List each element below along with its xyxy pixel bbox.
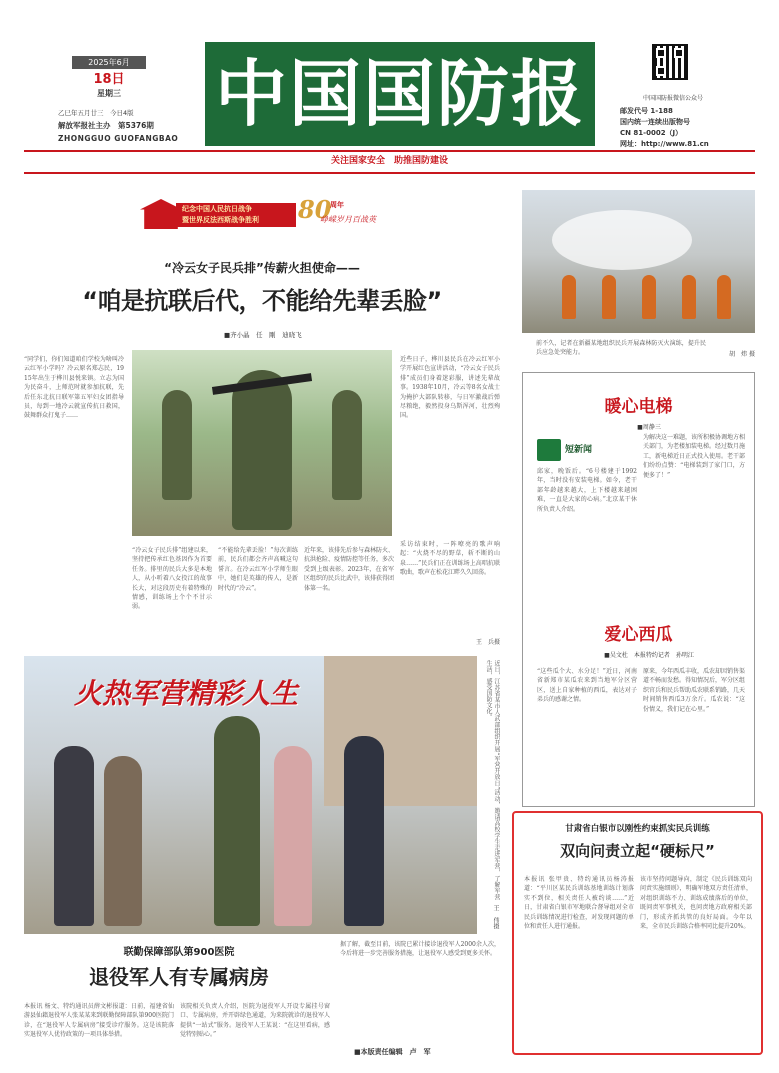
date-month: 2025年6月 — [72, 56, 146, 69]
sponsor: 解放军报社主办 — [58, 121, 111, 130]
lead-col-2: 近些日子，桦川县民兵在冷云红军小学开展红色宣讲活动，“冷云女子民兵排”成员们身着迷彩服，讲述先辈故事。1938年10月，冷云等8名女战士为掩护大部队转移，与日军激战后弹尽粮绝，毅然投身乌斯浑河，壮烈殉国。 — [400, 356, 500, 420]
hospital-col-1: 本报讯 杨文、特约通讯员薛文彬报道：日前，福建省仙游县仙籍退役军人张某某来到联勤保障部队第900医院门诊，在“退役军人专属病房”接受诊疗服务。这是该院落实退役军人优待政策的一项具体举措。 — [24, 1003, 174, 1039]
qr-code — [652, 44, 688, 80]
date-day: 18日 — [93, 72, 125, 87]
banner-calligraphy: 峥嵘岁月百战英 — [320, 215, 376, 224]
lead-kicker: “冷云女子民兵排”传薪火担使命—— — [164, 261, 360, 275]
issue-number: 第5376期 — [118, 121, 154, 130]
masthead — [0, 0, 779, 190]
sponsor-line — [58, 121, 198, 130]
hospital-col-3: 据了解，截至目前，该院已累计接诊退役军人2000余人次，今后将进一步完善服务措施，让退役军人感受到更多关怀。 — [340, 941, 500, 958]
lead-col-3: “冷云女子民兵排”组建以来，坚持把传承红色基因作为首要任务。排里的民兵大多是本地人，从小听着八女投江的故事长大，对这段历史有着特殊的情感，训练场上个个不甘示弱。 — [132, 547, 212, 611]
top-right-photo — [522, 190, 755, 333]
cn-code: CN 81-0002（J） — [620, 129, 683, 137]
lead-photo-militia — [132, 350, 392, 536]
date-box — [72, 56, 146, 104]
lead-col-6: 采访结束时，一阵嘹亮的歌声响起：“火烧不尽的野草，斩不断的山泉……”民兵们正在训练场上高唱抗联歌曲，歌声在松花江畔久久回荡。 — [400, 541, 500, 577]
hospital-col-2: 该院相关负责人介绍，医院为退役军人开设专属挂号窗口、专属病房，并开辟绿色通道，为来院就诊的退役军人提供“一站式”服务。退役军人王某说：“在这里看病，感觉特别贴心。” — [180, 1003, 330, 1039]
banner-line1: 纪念中国人民抗日战争 — [182, 205, 252, 213]
page-editor: ■本版责任编辑 卢 军 — [354, 1048, 431, 1056]
cn-code-label: 国内统一连续出版物号 — [620, 118, 690, 126]
soldier-figure-icon — [214, 716, 260, 926]
short-news-label: 短新闻 — [565, 445, 593, 455]
hospital-kicker: 联勤保障部队第900医院 — [123, 947, 235, 958]
banner-line2: 暨世界反法西斯战争胜利 — [182, 216, 259, 224]
pinyin-title: ZHONGGUO GUOFANGBAO — [58, 134, 179, 143]
lead-headline: “咱是抗联后代，不能给先辈丢脸” — [82, 287, 442, 315]
militia-figure-icon — [332, 390, 362, 500]
section1-title: 暖心电梯 — [604, 397, 673, 417]
banner-suffix: 周年 — [330, 201, 344, 209]
postal-code: 邮发代号 1-188 — [620, 107, 673, 115]
banner-number: 80 — [298, 195, 332, 224]
qr-caption: 中国国防报微信公众号 — [642, 95, 703, 102]
water-spray — [552, 210, 692, 270]
section2-col-1: “这些瓜个大、水分足！”近日，河南省新郑市某瓜农来到当地军分区营区，送上自家种植的西瓜，表达对子弟兵的感谢之情。 — [537, 668, 637, 704]
firefighter-figure-icon — [717, 275, 731, 319]
slogan: 关注国家安全 助推国防建设 — [330, 156, 448, 166]
masthead-rule-bottom — [24, 172, 755, 174]
lunar-text: 乙巳年五月廿三 — [58, 109, 104, 117]
firefighter-figure-icon — [682, 275, 696, 319]
lead-story — [24, 240, 500, 648]
paper-title: 中国国防报 — [214, 51, 585, 136]
lead-byline: ■齐小晶 任 剛 迪晓飞 — [224, 331, 302, 339]
crowd-figure-icon — [104, 756, 142, 926]
hospital-headline: 退役军人有专属病房 — [89, 965, 269, 989]
section2-byline: ■吴文杜 本报特约记者 孙明江 — [604, 652, 694, 659]
feature-overlay-title: 火热军营精彩人生 — [74, 677, 299, 710]
section1-col-2: 为解决这一难题，该所积极协调地方相关部门，为老楼加装电梯。经过数月施工，新电梯近日正式投入使用。老干部们纷纷点赞：“电梯装到了家门口，方便多了！” — [643, 434, 745, 479]
firefighter-figure-icon — [602, 275, 616, 319]
short-news-logo-icon — [537, 439, 561, 461]
hospital-story — [24, 940, 500, 1065]
crowd-figure-icon — [274, 746, 312, 926]
section1-col-1: 邱家，晚饭后。“6号楼建于1992年，当时没有安装电梯。如今，老干部年龄越来越大，上下楼越来越困难，一直是大家的心病。”北京某干休所负责人介绍。 — [537, 468, 637, 513]
feature-photo — [24, 656, 477, 934]
anniversary-banner — [140, 197, 380, 231]
firefighter-figure-icon — [562, 275, 576, 319]
featured-kicker: 甘肃省白银市以刚性约束抓实民兵训练 — [565, 824, 710, 834]
title-block — [205, 42, 595, 146]
feature-side-caption: 近日，江苏省某市人武部组织开展“军营开放日”活动，邀请高校学生走进军营，了解军营生活，感受国防文化。 — [485, 660, 500, 900]
featured-col-2: 该市坚持问题导向，制定《民兵训练双向问责实施细则》，明确军地双方责任清单，对组织训练不力、训练成绩落后的单位，既问责军事机关，也问责地方政府相关部门，形成齐抓共管的良好局面。今年以来，全市民兵训练合格率同比提升20%。 — [640, 876, 752, 931]
militia-figure-icon — [232, 370, 292, 530]
featured-col-1: 本报讯 张甲贵、特约通讯员杨涛报道：“平川区某民兵训练基地训练计划落实不到位，相关责任人被约谈……”近日，甘肃省白银市军地联合督导组对全市民兵训练情况进行检查，对发现问题的单位和责任人进行通报。 — [524, 876, 634, 931]
lead-col-5: 近年来，该排先后参与森林防火、抗洪抢险、疫情防控等任务，多次受到上级表彰。2023年，在省军区组织的民兵比武中，该排获得团体第一名。 — [304, 547, 394, 592]
militia-figure-icon — [162, 390, 192, 500]
date-weekday: 星期三 — [97, 89, 121, 98]
crowd-figure-icon — [54, 746, 94, 926]
featured-headline: 双向问责立起“硬标尺” — [560, 842, 715, 860]
section1-byline: ■周静三 — [637, 424, 661, 431]
featured-article — [512, 811, 763, 1055]
section2-title: 爱心西瓜 — [604, 625, 673, 645]
feature-credit: 王 伟摄 — [492, 905, 499, 929]
website[interactable]: 网址：http://www.81.cn — [620, 140, 709, 148]
section2-col-2: 原来，今年西瓜丰收，瓜农却因销售渠道不畅而发愁。得知情况后，军分区组织官兵和民兵帮助瓜农联系销路，几天时间销售西瓜3万余斤。瓜农说：“这份情义，我们记在心里。” — [643, 668, 745, 713]
lead-col-4: “不能给先辈丢脸！”每次训练前，民兵们都会齐声高喊这句誓言。在冷云红军小学师生眼中，她们是英雄的传人，是新时代的“冷云”。 — [218, 547, 298, 592]
pages-count: 今日4版 — [110, 109, 134, 117]
lead-endmark: 王 兵摄 — [475, 639, 500, 646]
firefighter-figure-icon — [642, 275, 656, 319]
lunar-date — [58, 109, 198, 118]
crowd-figure-icon — [344, 736, 384, 926]
top-photo-caption: 前不久，记者在新疆某地组织民兵开展森林防灭火演练，提升民兵应急处突能力。 — [536, 340, 706, 357]
top-photo-credit: 胡 炜 摄 — [729, 351, 755, 358]
lead-col-1: “同学们，你们知道咱们学校为啥叫冷云红军小学吗？冷云原名郑志民，1915年出生于桦川县悦来镇。立志为国为民奋斗，上师范时就参加抗联，先后任东北抗日联军第五军妇女团指导员，每到一地冷云就宣传抗日救国，鼓舞群众打鬼子…… — [24, 356, 124, 420]
sidebar-box — [522, 372, 755, 807]
